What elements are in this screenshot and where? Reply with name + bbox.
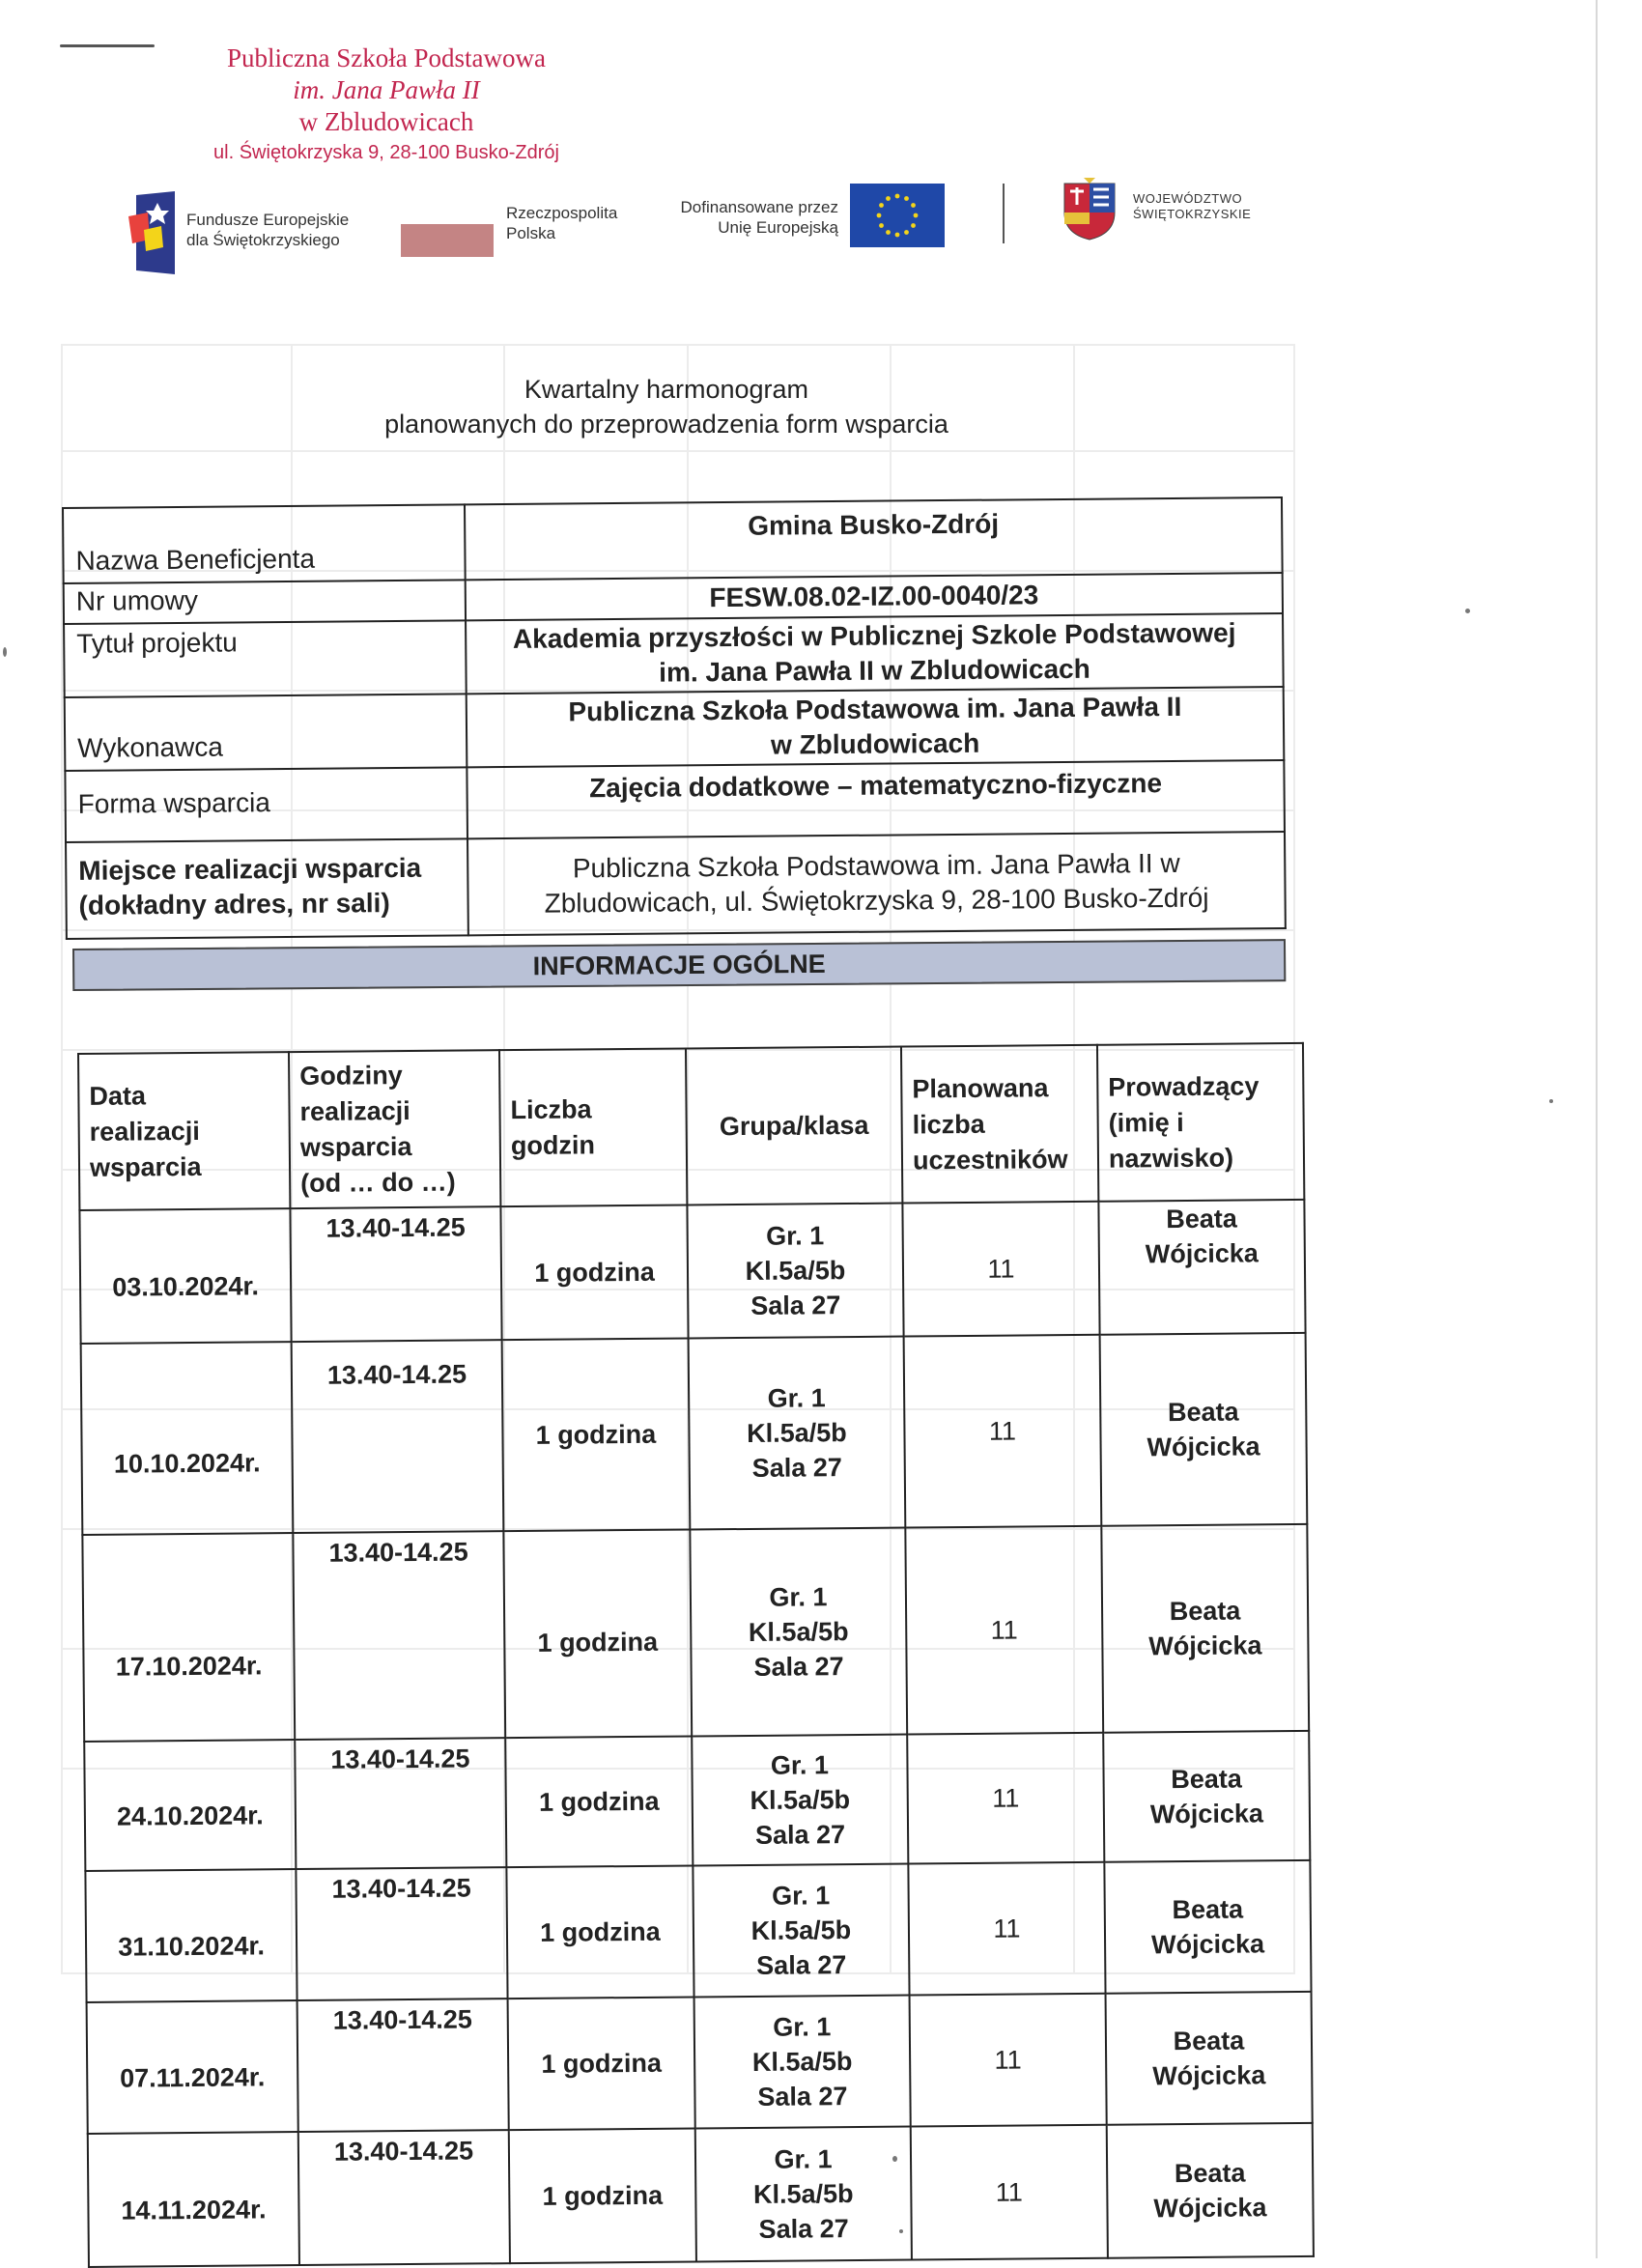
cell-participants: 11 [902, 1202, 1099, 1337]
header-line: Planowana [912, 1072, 1049, 1103]
cell-group [694, 1996, 911, 2129]
schedule-row [82, 1524, 1309, 1742]
group-line: Sala 27 [756, 1950, 847, 1980]
teacher-line: Beata [1167, 1397, 1239, 1428]
group-line: Gr. 1 [767, 1383, 826, 1413]
cell-hours: 1 godzina [505, 1736, 693, 1867]
header-line: wsparcia [299, 1131, 412, 1162]
teacher-line: Wójcicka [1152, 2060, 1266, 2091]
cell-date: 14.11.2024r. [88, 2132, 299, 2267]
cell-time: 13.40-14.25 [296, 1867, 507, 2000]
schedule-row [85, 1860, 1311, 2002]
schedule-row [88, 2123, 1314, 2267]
pl-logo-text [506, 203, 617, 243]
info-value [467, 687, 1285, 767]
scan-speck [1549, 1099, 1553, 1103]
info-value-line: w Zbludowicach [770, 727, 980, 760]
group-line: Gr. 1 [770, 1750, 830, 1780]
cell-time: 13.40-14.25 [290, 1206, 501, 1342]
cell-group [687, 1204, 903, 1339]
info-label: Nr umowy [64, 580, 466, 624]
group-line: Kl.5a/5b [747, 1418, 847, 1448]
group-line: Sala 27 [753, 1652, 844, 1682]
group-line: Kl.5a/5b [750, 1915, 852, 1945]
header-line: Data [89, 1080, 147, 1111]
funding-logos [0, 174, 1352, 280]
pl-line: Rzeczpospolita [506, 204, 618, 222]
cell-group [693, 1864, 909, 1998]
header-line: wsparcia [89, 1151, 202, 1182]
schedule-row [84, 1731, 1310, 1871]
group-line: Kl.5a/5b [751, 2047, 853, 2077]
teacher-line: Wójcicka [1145, 1238, 1259, 1269]
schedule-row [79, 1200, 1305, 1344]
cell-group [690, 1528, 907, 1737]
info-value-line: Publiczna Szkoła Podstawowa im. Jana Pawła II [568, 691, 1182, 727]
teacher-line: Wójcicka [1149, 1799, 1264, 1829]
group-line: Gr. 1 [771, 1881, 831, 1911]
header-teacher [1097, 1043, 1304, 1202]
cell-participants: 11 [908, 1862, 1105, 1996]
project-info-table [62, 496, 1287, 940]
scan-mark [60, 44, 155, 47]
fe-logo-icon [128, 191, 177, 274]
voiv-line: ŚWIĘTOKRZYSKIE [1133, 207, 1252, 221]
cell-date: 10.10.2024r. [81, 1342, 294, 1535]
header-hours [289, 1050, 500, 1208]
cell-group [692, 1735, 908, 1866]
group-line: Sala 27 [754, 1820, 846, 1850]
group-line: Kl.5a/5b [748, 1617, 849, 1647]
teacher-line: Wójcicka [1148, 1630, 1262, 1661]
header-count [499, 1049, 687, 1207]
header-line: nazwisko) [1108, 1143, 1234, 1174]
header-date [78, 1052, 290, 1210]
cell-hours: 1 godzina [500, 1205, 688, 1340]
stamp-line: im. Jana Pawła II [293, 75, 480, 104]
voiv-line: WOJEWÓDZTWO [1133, 191, 1243, 206]
scan-speck [3, 647, 7, 657]
info-value-line: Publiczna Szkoła Podstawowa im. Jana Pawła II w [572, 847, 1180, 884]
teacher-line: Beata [1171, 1764, 1242, 1795]
cell-time: 13.40-14.25 [295, 1738, 506, 1869]
cell-teacher [1100, 1333, 1308, 1526]
info-value [466, 613, 1284, 694]
group-line: Sala 27 [751, 1453, 842, 1483]
document-title [290, 372, 1043, 441]
cell-teacher [1103, 1731, 1310, 1862]
info-value [467, 832, 1286, 935]
header-line: realizacji [299, 1095, 410, 1126]
header-line: Prowadzący [1108, 1070, 1260, 1102]
pl-line: Polska [506, 224, 556, 242]
cell-group [695, 2127, 912, 2262]
teacher-line: Wójcicka [1147, 1432, 1260, 1462]
header-group: Grupa/klasa [686, 1047, 902, 1205]
group-line: Gr. 1 [773, 2012, 832, 2042]
group-line: Sala 27 [758, 2214, 849, 2244]
scan-speck [899, 2229, 903, 2233]
cell-group [689, 1337, 906, 1530]
info-row [66, 832, 1286, 939]
cell-teacher [1098, 1200, 1305, 1335]
cell-time: 13.40-14.25 [293, 1531, 505, 1740]
header-line: (od … do …) [300, 1167, 456, 1198]
title-line: planowanych do przeprowadzenia form wsparcia [384, 410, 948, 439]
info-label: Wykonawca [65, 694, 467, 771]
cell-hours: 1 godzina [506, 1865, 694, 1999]
fe-logo-text [186, 210, 349, 250]
info-label: Forma wsparcia [65, 767, 467, 842]
header-line: Liczba [510, 1094, 592, 1125]
cell-participants: 11 [907, 1733, 1104, 1864]
stamp-line: Publiczna Szkoła Podstawowa [227, 43, 546, 72]
info-row [65, 687, 1285, 771]
scan-speck [892, 2156, 897, 2162]
cell-hours: 1 godzina [502, 1338, 691, 1531]
teacher-line: Beata [1172, 1894, 1244, 1925]
cell-participants: 11 [904, 1335, 1102, 1528]
schedule-row [81, 1333, 1308, 1535]
info-value: FESW.08.02-IZ.00-0040/23 [466, 573, 1283, 620]
fe-line: Fundusze Europejskie [186, 211, 350, 229]
cell-time: 13.40-14.25 [298, 2130, 510, 2265]
info-value: Zajęcia dodatkowe – matematyczno-fizyczne [467, 760, 1285, 838]
eu-logo-text [637, 197, 838, 238]
eu-flag-icon [850, 184, 945, 247]
info-row [64, 613, 1284, 697]
voivodeship-text [1133, 191, 1251, 222]
fe-line: dla Świętokrzyskiego [186, 231, 340, 249]
group-line: Gr. 1 [766, 1221, 825, 1251]
cell-teacher [1107, 2123, 1314, 2258]
stamp-line: w Zbludowicach [298, 107, 474, 136]
poland-flag-icon [401, 224, 494, 257]
cell-hours: 1 godzina [509, 2128, 696, 2263]
header-line: (imię i [1108, 1107, 1184, 1138]
schedule-row [87, 1992, 1313, 2134]
info-label [66, 838, 468, 939]
logo-separator [1003, 184, 1005, 243]
school-stamp [193, 43, 580, 167]
cell-date: 03.10.2024r. [79, 1208, 291, 1344]
group-line: Kl.5a/5b [752, 2179, 854, 2209]
schedule-table [77, 1042, 1315, 2268]
cell-participants: 11 [905, 1526, 1103, 1735]
cell-hours: 1 godzina [503, 1529, 692, 1738]
info-value: Gmina Busko-Zdrój [465, 497, 1283, 580]
info-row [65, 760, 1285, 842]
info-label: Tytuł projektu [64, 620, 467, 697]
group-line: Gr. 1 [769, 1582, 828, 1612]
info-label-line: Miejsce realizacji wsparcia [78, 852, 422, 886]
info-row [63, 497, 1283, 583]
teacher-line: Beata [1169, 1596, 1241, 1627]
cell-teacher [1106, 1992, 1313, 2125]
cell-teacher [1104, 1860, 1311, 1994]
cell-date: 24.10.2024r. [84, 1740, 296, 1871]
group-line: Sala 27 [757, 2082, 848, 2112]
teacher-line: Wójcicka [1150, 1929, 1265, 1960]
cell-date: 17.10.2024r. [82, 1533, 295, 1742]
teacher-line: Beata [1174, 2158, 1246, 2189]
cell-participants: 11 [911, 2125, 1108, 2260]
cell-participants: 11 [910, 1994, 1107, 2127]
info-value-line: Akademia przyszłości w Publicznej Szkole Podstawowej [512, 617, 1236, 654]
teacher-line: Beata [1173, 2026, 1245, 2056]
group-line: Gr. 1 [774, 2144, 833, 2174]
group-line: Kl.5a/5b [750, 1785, 851, 1815]
voivodeship-crest-icon [1061, 178, 1118, 241]
page-edge [1596, 0, 1598, 2258]
header-planned [901, 1045, 1098, 1204]
info-value-line: im. Jana Pawła II w Zbludowicach [659, 653, 1090, 688]
cell-hours: 1 godzina [508, 1997, 695, 2130]
cell-time: 13.40-14.25 [292, 1340, 504, 1533]
eu-line: Unię Europejską [718, 218, 838, 237]
eu-line: Dofinansowane przez [680, 198, 838, 216]
group-line: Sala 27 [750, 1290, 841, 1320]
cell-date: 07.11.2024r. [87, 2000, 298, 2134]
header-line: realizacji [89, 1116, 200, 1147]
stamp-address: ul. Świętokrzyska 9, 28-100 Busko-Zdrój [213, 142, 559, 163]
teacher-line: Beata [1166, 1204, 1237, 1234]
header-line: Godziny [299, 1061, 403, 1091]
info-label-line: (dokładny adres, nr sali) [78, 888, 390, 921]
group-line: Kl.5a/5b [745, 1256, 846, 1286]
header-line: godzin [510, 1130, 596, 1161]
info-value-line: Zbludowicach, ul. Świętokrzyska 9, 28-100 Busko-Zdrój [544, 882, 1209, 919]
section-heading: INFORMACJE OGÓLNE [72, 939, 1286, 991]
title-line: Kwartalny harmonogram [524, 375, 809, 404]
header-line: liczba [912, 1109, 985, 1139]
teacher-line: Wójcicka [1153, 2193, 1267, 2224]
cell-date: 31.10.2024r. [85, 1869, 297, 2002]
header-line: uczestników [912, 1144, 1068, 1175]
scan-speck [1465, 609, 1470, 613]
schedule-header-row [78, 1043, 1304, 1210]
cell-time: 13.40-14.25 [297, 1999, 509, 2132]
cell-teacher [1101, 1524, 1309, 1733]
info-label: Nazwa Beneficjenta [63, 504, 466, 583]
